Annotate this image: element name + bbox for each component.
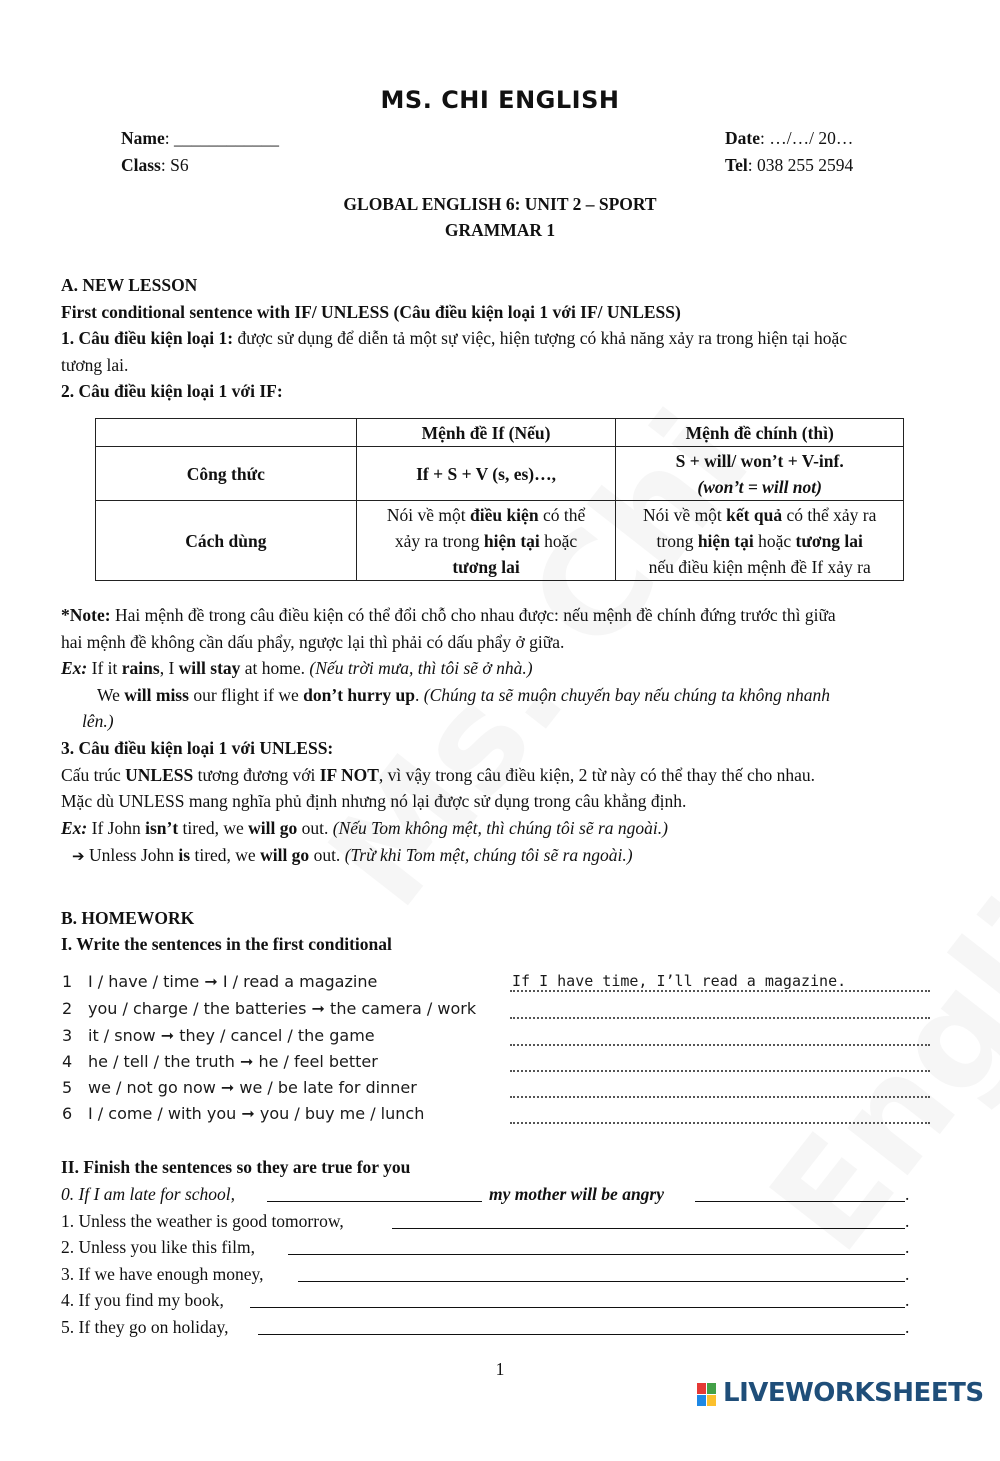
usage-if-bold: tương lai — [452, 556, 520, 577]
usage-if-bold: hiện tại — [483, 530, 540, 551]
name-label: Name — [121, 128, 165, 148]
ex2-bold: will miss — [124, 685, 189, 705]
name-field — [121, 127, 279, 149]
ex4-text: out. — [309, 845, 345, 865]
p3-text: , vì vậy trong câu điều kiện, 2 từ này có thể thay thế cho nhau. — [378, 765, 816, 785]
usage-if-text: xảy ra trong — [394, 530, 484, 551]
arrow-right-icon: ➔ — [72, 847, 85, 865]
tel-value: : 038 255 2594 — [747, 155, 854, 175]
exercise-item — [60, 1026, 930, 1052]
ex-label: Ex: — [61, 658, 88, 678]
date-value: : …/…/ 20… — [759, 128, 854, 148]
sentence-period: . — [905, 1290, 910, 1310]
p3-text: Cấu trúc — [61, 765, 126, 785]
ex-label: Ex: — [61, 818, 88, 838]
item-prompt: you / charge / the batteries ➞ the camera / work — [88, 999, 477, 1018]
usage-if-cell — [356, 501, 616, 581]
note-label: *Note: — [61, 605, 111, 625]
answer-line[interactable] — [510, 1034, 930, 1046]
table-row-formula — [96, 447, 904, 501]
exercise-item — [60, 1078, 930, 1104]
exercise-item — [60, 1104, 930, 1130]
p3-text: tương đương với — [193, 765, 320, 785]
sentence-period: . — [905, 1211, 910, 1231]
item-number: 3 — [62, 1026, 73, 1045]
example-1 — [61, 657, 533, 679]
class-label: Class — [121, 155, 161, 175]
table-header-row — [96, 419, 904, 447]
date-field — [725, 127, 853, 149]
usage-if-text: có thể — [538, 504, 586, 525]
paragraph-2-heading: 2. Câu điều kiện loại 1 với IF: — [61, 381, 283, 401]
answer-text: If I have time, I’ll read a magazine. — [512, 972, 847, 990]
tel-label: Tel — [725, 155, 748, 175]
formula-if-cell: If + S + V (s, es)…, — [356, 447, 616, 501]
p1-label: 1. Câu điều kiện loại 1: — [61, 328, 234, 348]
liveworksheets-logo-icon — [697, 1383, 717, 1407]
paragraph-1-cont: tương lai. — [61, 355, 129, 375]
example-0-start: 0. If I am late for school, — [61, 1184, 236, 1204]
ex3-translation: (Nếu Tom không mệt, thì chúng tôi sẽ ra ngoài.) — [332, 818, 668, 838]
usage-main-text: có thể xảy ra — [782, 504, 877, 525]
liveworksheets-logo-text: LIVEWORKSHEETS — [723, 1378, 984, 1408]
section-a-heading: A. NEW LESSON — [61, 275, 198, 295]
usage-main-cell — [616, 501, 904, 581]
sentence-1-blank[interactable] — [392, 1212, 905, 1229]
ex2-text: We — [97, 685, 125, 705]
example-3 — [61, 817, 668, 839]
col-if-header: Mệnh đề If (Nếu) — [356, 419, 616, 447]
part1-heading: I. Write the sentences in the first conditional — [61, 934, 392, 954]
ex4-text: tired, we — [190, 845, 261, 865]
sentence-period: . — [905, 1184, 910, 1204]
answer-line[interactable] — [510, 1112, 930, 1124]
ex3-text: tired, we — [178, 818, 249, 838]
paragraph-1 — [61, 327, 847, 349]
sentence-period: . — [905, 1264, 910, 1284]
usage-main-bold: hiện tại — [697, 530, 754, 551]
usage-main-text: Nói về một — [643, 504, 727, 525]
ex4-bold: is — [178, 845, 191, 865]
name-value: : ____________ — [164, 128, 279, 148]
row-formula-label: Công thức — [96, 447, 357, 501]
item-prompt: I / have / time ➞ I / read a magazine — [88, 972, 378, 991]
sentence-4-start: 4. If you find my book, — [61, 1290, 224, 1310]
item-number: 5 — [62, 1078, 73, 1097]
unit-title: GLOBAL ENGLISH 6: UNIT 2 – SPORT — [343, 194, 657, 214]
section-b-heading: B. HOMEWORK — [61, 908, 195, 928]
example-0-answer: my mother will be angry — [489, 1184, 664, 1204]
row-usage-label: Cách dùng — [96, 501, 357, 581]
item-number: 6 — [62, 1104, 73, 1123]
ex4-translation: (Trừ khi Tom mệt, chúng tôi sẽ ra ngoài.) — [344, 845, 633, 865]
item-number: 4 — [62, 1052, 73, 1071]
ex3-bold: isn’t — [145, 818, 179, 838]
example-0-blank-2[interactable] — [695, 1185, 905, 1202]
sentence-period: . — [905, 1237, 910, 1257]
example-4 — [72, 844, 633, 867]
formula-main-line2: (won’t = will not) — [697, 476, 822, 497]
answer-line[interactable] — [510, 1060, 930, 1072]
class-value: : S6 — [160, 155, 189, 175]
usage-if-text: Nói về một — [386, 504, 470, 525]
ex2-text: . — [415, 685, 424, 705]
formula-main-line1: S + will/ won’t + V-inf. — [675, 450, 844, 471]
item-prompt: we / not go now ➞ we / be late for dinner — [88, 1078, 417, 1097]
date-label: Date — [725, 128, 760, 148]
page-title: MS. CHI ENGLISH — [380, 86, 620, 114]
usage-if-text: hoặc — [539, 530, 578, 551]
ex1-bold: rains — [121, 658, 160, 678]
p1-text: được sử dụng để diễn tả một sự việc, hiện tượng có khả năng xảy ra trong hiện tại hoặc — [233, 328, 847, 348]
exercise-item — [60, 1052, 930, 1078]
usage-main-bold: kết quả — [726, 504, 783, 525]
example-2 — [97, 684, 830, 706]
part2-heading: II. Finish the sentences so they are true for you — [61, 1157, 411, 1177]
sentence-period: . — [905, 1317, 910, 1337]
usage-if-bold: điều kiện — [469, 504, 539, 525]
usage-main-text: trong — [656, 530, 698, 551]
usage-main-text: nếu điều kiện mệnh đề If xảy ra — [648, 556, 871, 577]
example-2-cont: lên.) — [82, 711, 114, 731]
note-text: Hai mệnh đề trong câu điều kiện có thể đổi chỗ cho nhau được: nếu mệnh đề chính đứng trước thì giữa — [110, 605, 836, 625]
page-number: 1 — [495, 1359, 505, 1379]
paragraph-3-line-2: Mặc dù UNLESS mang nghĩa phủ định nhưng nó lại được sử dụng trong câu khẳng định. — [61, 791, 687, 811]
exercise-item — [60, 999, 930, 1025]
ex1-text: , I — [159, 658, 179, 678]
ex2-text: our flight if we — [188, 685, 304, 705]
sentence-2-blank[interactable] — [288, 1238, 905, 1255]
item-prompt: he / tell / the truth ➞ he / feel better — [88, 1052, 378, 1071]
sentence-2-start: 2. Unless you like this film, — [61, 1237, 255, 1257]
table-row-usage — [96, 501, 904, 581]
example-0-blank-1[interactable] — [267, 1185, 482, 1202]
grammar-subtitle: GRAMMAR 1 — [444, 220, 556, 240]
ex4-bold: will go — [260, 845, 310, 865]
answer-line[interactable] — [510, 1007, 930, 1019]
formula-main-cell — [616, 447, 904, 501]
class-field — [121, 154, 189, 176]
tel-field — [725, 154, 853, 176]
sentence-4-blank[interactable] — [250, 1291, 905, 1308]
topic-heading: First conditional sentence with IF/ UNLESS (Câu điều kiện loại 1 với IF/ UNLESS) — [61, 302, 681, 322]
item-number: 2 — [62, 999, 73, 1018]
sentence-3-start: 3. If we have enough money, — [61, 1264, 264, 1284]
paragraph-3-heading: 3. Câu điều kiện loại 1 với UNLESS: — [61, 738, 334, 758]
conditional-exercise-list — [60, 960, 930, 1135]
ex3-text: out. — [297, 818, 333, 838]
item-prompt: I / come / with you ➞ you / buy me / lunch — [88, 1104, 425, 1123]
ex1-text: If it — [87, 658, 122, 678]
sentence-5-start: 5. If they go on holiday, — [61, 1317, 229, 1337]
col-main-header: Mệnh đề chính (thì) — [616, 419, 904, 447]
note-line-1 — [61, 604, 836, 626]
item-number: 1 — [62, 972, 73, 991]
sentence-1-start: 1. Unless the weather is good tomorrow, — [61, 1211, 344, 1231]
usage-main-bold: tương lai — [795, 530, 863, 551]
p3-bold: UNLESS — [125, 765, 194, 785]
paragraph-3-line-1 — [61, 764, 815, 786]
sentence-3-blank[interactable] — [298, 1265, 905, 1282]
grammar-table — [95, 418, 904, 581]
exercise-item — [60, 972, 930, 998]
ex3-text: If John — [87, 818, 146, 838]
ex2-translation: (Chúng ta sẽ muộn chuyến bay nếu chúng ta không nhanh — [423, 685, 831, 705]
ex1-text: at home. — [240, 658, 310, 678]
ex4-text: Unless John — [84, 845, 179, 865]
usage-main-text: hoặc — [753, 530, 796, 551]
ex1-translation: (Nếu trời mưa, thì tôi sẽ ở nhà.) — [309, 658, 533, 678]
item-prompt: it / snow ➞ they / cancel / the game — [88, 1026, 375, 1045]
ex3-bold: will go — [248, 818, 298, 838]
p3-bold: IF NOT — [319, 765, 379, 785]
sentence-5-blank[interactable] — [258, 1318, 905, 1335]
note-line-2: hai mệnh đề không cần dấu phẩy, ngược lại thì phải có dấu phẩy ở giữa. — [61, 632, 565, 652]
ex2-bold: don’t hurry up — [303, 685, 415, 705]
ex1-bold: will stay — [178, 658, 241, 678]
table-corner-cell — [96, 419, 357, 447]
answer-line[interactable] — [510, 1086, 930, 1098]
